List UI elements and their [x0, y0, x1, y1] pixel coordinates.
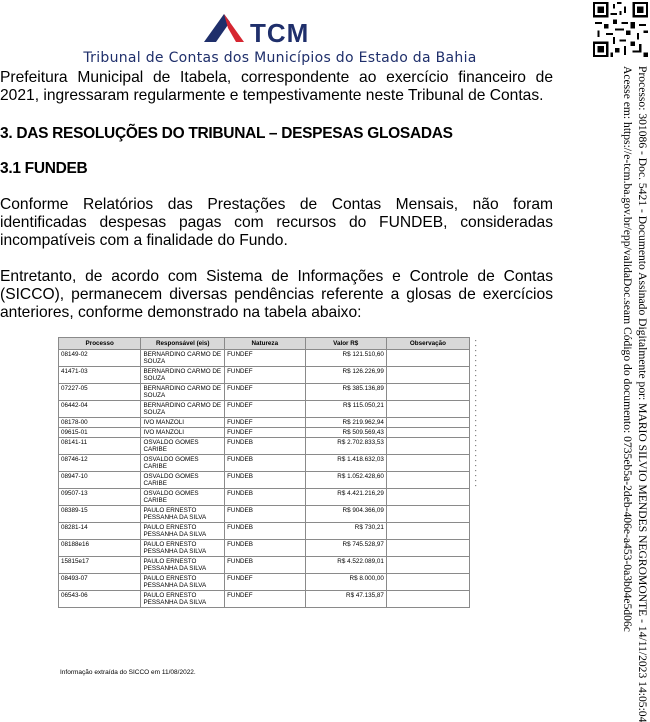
table-row: [59, 428, 470, 438]
cell-responsavel: PAULO ERNESTO PESSANHA DA SILVA: [141, 540, 225, 557]
table-row: [59, 401, 470, 418]
table-side-stamp: ▪▪▪▪▪▪▪▪▪▪▪▪▪▪▪▪▪▪▪▪▪▪▪▪▪▪▪▪▪▪: [473, 338, 478, 488]
table-row: [59, 384, 470, 401]
cell-valor: R$ 4.522.089,01: [305, 557, 386, 574]
cell-processo: 06442-04: [59, 401, 141, 418]
cell-natureza: FUNDEB: [225, 506, 305, 523]
table-row: [59, 574, 470, 591]
table-row: [59, 455, 470, 472]
cell-natureza: FUNDEF: [225, 367, 305, 384]
cell-observacao: [386, 489, 469, 506]
cell-processo: 06543-06: [59, 591, 141, 608]
cell-processo: 08188e16: [59, 540, 141, 557]
tcm-logo: [200, 8, 350, 48]
header-valor: Valor R$: [305, 338, 386, 350]
cell-observacao: [386, 367, 469, 384]
cell-observacao: [386, 384, 469, 401]
cell-natureza: FUNDEB: [225, 472, 305, 489]
cell-observacao: [386, 455, 469, 472]
cell-natureza: FUNDEF: [225, 401, 305, 418]
section-heading: 3. DAS RESOLUÇÕES DO TRIBUNAL – DESPESAS GLOSADAS: [0, 125, 453, 142]
signature-line-2: Acesse em: https://e-tcm.ba.gov.br/epp/validaDoc.seam Código do documento: 0735eb5a-2deb-406e-a453-0a3b04e5d06c: [621, 66, 634, 632]
cell-valor: R$ 509.569,43: [305, 428, 386, 438]
cell-valor: R$ 8.000,00: [305, 574, 386, 591]
cell-processo: 08178-00: [59, 418, 141, 428]
table-row: [59, 367, 470, 384]
cell-natureza: FUNDEB: [225, 489, 305, 506]
cell-processo: 08947-10: [59, 472, 141, 489]
digital-signature-note: [620, 66, 650, 722]
cell-valor: R$ 2.702.833,53: [305, 438, 386, 455]
table-source-note: Informação extraída do SICCO em 11/08/2022.: [60, 669, 196, 676]
cell-responsavel: PAULO ERNESTO PESSANHA DA SILVA: [141, 574, 225, 591]
cell-valor: R$ 4.421.216,29: [305, 489, 386, 506]
cell-processo: 09615-01: [59, 428, 141, 438]
cell-responsavel: IVO MANZOLI: [141, 418, 225, 428]
cell-processo: 08389-15: [59, 506, 141, 523]
cell-natureza: FUNDEB: [225, 540, 305, 557]
cell-observacao: [386, 438, 469, 455]
table-row: [59, 418, 470, 428]
table-row: [59, 506, 470, 523]
cell-processo: 08493-07: [59, 574, 141, 591]
cell-processo: 41471-03: [59, 367, 141, 384]
svg-text:TCM: TCM: [250, 18, 310, 48]
cell-responsavel: IVO MANZOLI: [141, 428, 225, 438]
header-responsavel: Responsável (eis): [141, 338, 225, 350]
cell-responsavel: PAULO ERNESTO PESSANHA DA SILVA: [141, 557, 225, 574]
table-row: [59, 540, 470, 557]
cell-observacao: [386, 401, 469, 418]
cell-responsavel: PAULO ERNESTO PESSANHA DA SILVA: [141, 523, 225, 540]
cell-observacao: [386, 506, 469, 523]
cell-responsavel: PAULO ERNESTO PESSANHA DA SILVA: [141, 591, 225, 608]
header-observacao: Observação: [386, 338, 469, 350]
cell-processo: 08149-02: [59, 350, 141, 367]
cell-responsavel: BERNARDINO CARMO DE SOUZA: [141, 401, 225, 418]
table-header-row: [59, 338, 470, 350]
cell-responsavel: BERNARDINO CARMO DE SOUZA: [141, 384, 225, 401]
cell-natureza: FUNDEB: [225, 455, 305, 472]
table-row: [59, 438, 470, 455]
subsection-heading: 3.1 FUNDEB: [0, 160, 88, 177]
cell-natureza: FUNDEF: [225, 350, 305, 367]
glosas-table: [58, 337, 470, 608]
cell-observacao: [386, 574, 469, 591]
cell-natureza: FUNDEB: [225, 523, 305, 540]
cell-valor: R$ 730,21: [305, 523, 386, 540]
cell-valor: R$ 115.050,21: [305, 401, 386, 418]
cell-processo: 09507-13: [59, 489, 141, 506]
cell-responsavel: OSVALDO GOMES CARIBE: [141, 489, 225, 506]
cell-responsavel: BERNARDINO CARMO DE SOUZA: [141, 350, 225, 367]
cell-valor: R$ 126.226,99: [305, 367, 386, 384]
cell-valor: R$ 1.052.428,60: [305, 472, 386, 489]
cell-valor: R$ 904.366,09: [305, 506, 386, 523]
table-row: [59, 350, 470, 367]
cell-processo: 15815e17: [59, 557, 141, 574]
cell-natureza: FUNDEF: [225, 591, 305, 608]
cell-natureza: FUNDEF: [225, 418, 305, 428]
paragraph-sicco: Entretanto, de acordo com Sistema de Informações e Controle de Contas (SICCO), permanecem diversas pendências referente a glosas de exercícios anteriores, conforme demonstrado na tabela abaixo:: [0, 268, 553, 321]
glosas-table-container: [58, 337, 470, 608]
cell-valor: R$ 121.510,60: [305, 350, 386, 367]
cell-natureza: FUNDEF: [225, 428, 305, 438]
intro-paragraph: Prefeitura Municipal de Itabela, correspondente ao exercício financeiro de 2021, ingressaram regularmente e tempestivamente neste Tribunal de Contas.: [0, 69, 553, 104]
cell-natureza: FUNDEB: [225, 438, 305, 455]
cell-responsavel: OSVALDO GOMES CARIBE: [141, 455, 225, 472]
cell-observacao: [386, 591, 469, 608]
document-body: [0, 69, 553, 322]
table-row: [59, 557, 470, 574]
cell-natureza: FUNDEB: [225, 557, 305, 574]
header-processo: Processo: [59, 338, 141, 350]
table-body: [59, 350, 470, 608]
cell-natureza: FUNDEF: [225, 384, 305, 401]
table-row: [59, 489, 470, 506]
cell-observacao: [386, 557, 469, 574]
cell-valor: R$ 219.962,94: [305, 418, 386, 428]
header-natureza: Natureza: [225, 338, 305, 350]
cell-processo: 08141-11: [59, 438, 141, 455]
cell-observacao: [386, 428, 469, 438]
cell-responsavel: OSVALDO GOMES CARIBE: [141, 472, 225, 489]
cell-responsavel: BERNARDINO CARMO DE SOUZA: [141, 367, 225, 384]
paragraph-fundeb: Conforme Relatórios das Prestações de Contas Mensais, não foram identificadas despesas pagas com recursos do FUNDEB, consideradas incompatíveis com a finalidade do Fundo.: [0, 196, 553, 249]
table-row: [59, 472, 470, 489]
cell-processo: 08746-12: [59, 455, 141, 472]
cell-valor: R$ 385.136,89: [305, 384, 386, 401]
cell-observacao: [386, 418, 469, 428]
cell-observacao: [386, 523, 469, 540]
header-subtitle: Tribunal de Contas dos Municípios do Estado da Bahia: [83, 50, 477, 66]
cell-observacao: [386, 472, 469, 489]
cell-valor: R$ 47.135,87: [305, 591, 386, 608]
cell-processo: 08281-14: [59, 523, 141, 540]
cell-responsavel: OSVALDO GOMES CARIBE: [141, 438, 225, 455]
cell-observacao: [386, 350, 469, 367]
qr-code-icon: [593, 2, 648, 57]
table-row: [59, 591, 470, 608]
cell-natureza: FUNDEF: [225, 574, 305, 591]
cell-valor: R$ 1.418.632,03: [305, 455, 386, 472]
cell-observacao: [386, 540, 469, 557]
table-row: [59, 523, 470, 540]
cell-processo: 07227-05: [59, 384, 141, 401]
cell-valor: R$ 745.528,97: [305, 540, 386, 557]
cell-responsavel: PAULO ERNESTO PESSANHA DA SILVA: [141, 506, 225, 523]
signature-line-1: Processo: 301086 - Doc. 5421 - Documento Assinado Digitalmente por: MARIO SILVIO MENDES NEGROMONTE - 14/11/2023 14:05:04: [636, 66, 649, 722]
